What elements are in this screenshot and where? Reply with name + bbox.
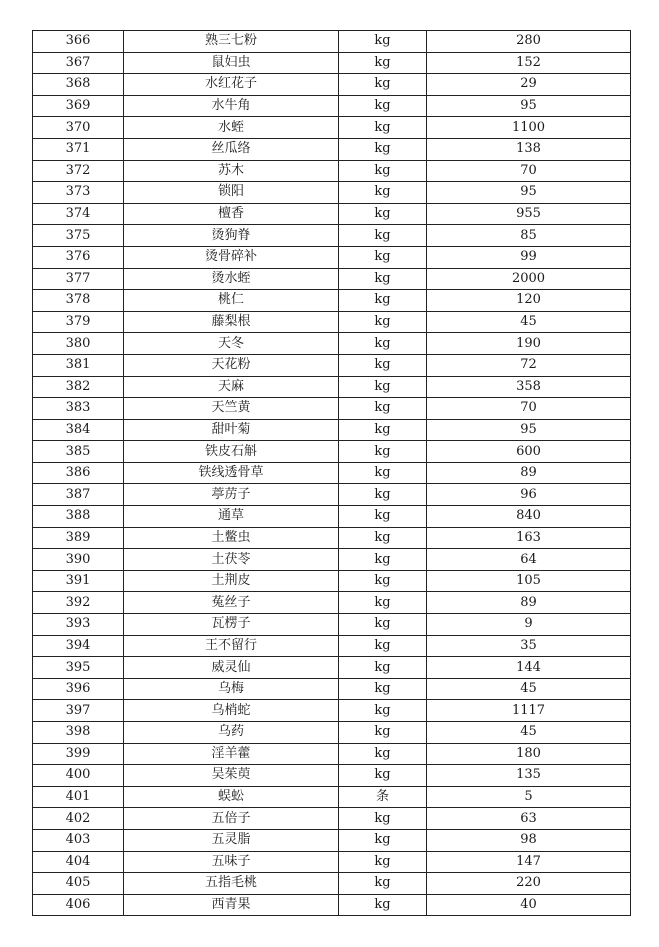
quantity-cell: 89 — [427, 592, 631, 614]
unit-cell: kg — [339, 95, 427, 117]
row-number-cell: 387 — [33, 484, 124, 506]
item-name-cell: 乌梢蛇 — [124, 700, 339, 722]
quantity-cell: 1100 — [427, 117, 631, 139]
quantity-cell: 5 — [427, 786, 631, 808]
unit-cell: kg — [339, 203, 427, 225]
quantity-cell: 98 — [427, 829, 631, 851]
item-name-cell: 甜叶菊 — [124, 419, 339, 441]
table-row — [33, 311, 631, 333]
item-name-cell: 天竺黄 — [124, 398, 339, 420]
table-row — [33, 700, 631, 722]
row-number-cell: 371 — [33, 138, 124, 160]
unit-cell: kg — [339, 74, 427, 96]
item-name-cell: 水蛭 — [124, 117, 339, 139]
table-row — [33, 138, 631, 160]
table-row — [33, 333, 631, 355]
row-number-cell: 380 — [33, 333, 124, 355]
row-number-cell: 402 — [33, 808, 124, 830]
quantity-cell: 135 — [427, 765, 631, 787]
unit-cell: kg — [339, 657, 427, 679]
quantity-cell: 2000 — [427, 268, 631, 290]
unit-cell: kg — [339, 484, 427, 506]
item-name-cell: 王不留行 — [124, 635, 339, 657]
unit-cell: kg — [339, 290, 427, 312]
row-number-cell: 406 — [33, 894, 124, 916]
item-name-cell: 五灵脂 — [124, 829, 339, 851]
item-name-cell: 吴茱萸 — [124, 765, 339, 787]
table-row — [33, 722, 631, 744]
row-number-cell: 404 — [33, 851, 124, 873]
quantity-cell: 955 — [427, 203, 631, 225]
table-row — [33, 829, 631, 851]
unit-cell: kg — [339, 117, 427, 139]
unit-cell: kg — [339, 829, 427, 851]
quantity-cell: 600 — [427, 441, 631, 463]
item-name-cell: 葶苈子 — [124, 484, 339, 506]
item-name-cell: 威灵仙 — [124, 657, 339, 679]
item-name-cell: 乌梅 — [124, 678, 339, 700]
quantity-cell: 190 — [427, 333, 631, 355]
item-name-cell: 铁线透骨草 — [124, 462, 339, 484]
table-row — [33, 31, 631, 53]
table-row — [33, 462, 631, 484]
quantity-cell: 72 — [427, 354, 631, 376]
row-number-cell: 389 — [33, 527, 124, 549]
unit-cell: kg — [339, 462, 427, 484]
table-row — [33, 678, 631, 700]
quantity-cell: 95 — [427, 95, 631, 117]
item-name-cell: 五指毛桃 — [124, 873, 339, 895]
unit-cell: kg — [339, 246, 427, 268]
item-name-cell: 熟三七粉 — [124, 31, 339, 53]
item-name-cell: 檀香 — [124, 203, 339, 225]
unit-cell: kg — [339, 678, 427, 700]
item-name-cell: 铁皮石斛 — [124, 441, 339, 463]
unit-cell: kg — [339, 527, 427, 549]
item-name-cell: 烫骨碎补 — [124, 246, 339, 268]
row-number-cell: 375 — [33, 225, 124, 247]
table-row — [33, 290, 631, 312]
row-number-cell: 401 — [33, 786, 124, 808]
quantity-cell: 89 — [427, 462, 631, 484]
unit-cell: kg — [339, 419, 427, 441]
table-row — [33, 354, 631, 376]
unit-cell: kg — [339, 354, 427, 376]
row-number-cell: 370 — [33, 117, 124, 139]
row-number-cell: 386 — [33, 462, 124, 484]
row-number-cell: 377 — [33, 268, 124, 290]
quantity-cell: 144 — [427, 657, 631, 679]
quantity-cell: 95 — [427, 419, 631, 441]
unit-cell: kg — [339, 52, 427, 74]
herb-quantity-table — [32, 30, 631, 916]
document-page — [32, 30, 631, 916]
table-row — [33, 851, 631, 873]
item-name-cell: 蜈蚣 — [124, 786, 339, 808]
row-number-cell: 373 — [33, 182, 124, 204]
quantity-cell: 45 — [427, 311, 631, 333]
item-name-cell: 鼠妇虫 — [124, 52, 339, 74]
item-name-cell: 水红花子 — [124, 74, 339, 96]
quantity-cell: 35 — [427, 635, 631, 657]
item-name-cell: 淫羊藿 — [124, 743, 339, 765]
table-row — [33, 160, 631, 182]
table-row — [33, 614, 631, 636]
table-row — [33, 74, 631, 96]
item-name-cell: 乌药 — [124, 722, 339, 744]
item-name-cell: 天花粉 — [124, 354, 339, 376]
row-number-cell: 369 — [33, 95, 124, 117]
quantity-cell: 120 — [427, 290, 631, 312]
table-row — [33, 95, 631, 117]
unit-cell: kg — [339, 700, 427, 722]
row-number-cell: 366 — [33, 31, 124, 53]
item-name-cell: 烫狗脊 — [124, 225, 339, 247]
item-name-cell: 丝瓜络 — [124, 138, 339, 160]
item-name-cell: 苏木 — [124, 160, 339, 182]
unit-cell: kg — [339, 614, 427, 636]
table-row — [33, 225, 631, 247]
row-number-cell: 405 — [33, 873, 124, 895]
table-row — [33, 203, 631, 225]
table-row — [33, 592, 631, 614]
quantity-cell: 1117 — [427, 700, 631, 722]
table-body — [33, 31, 631, 916]
row-number-cell: 381 — [33, 354, 124, 376]
table-row — [33, 743, 631, 765]
item-name-cell: 水牛角 — [124, 95, 339, 117]
table-row — [33, 873, 631, 895]
table-row — [33, 635, 631, 657]
table-row — [33, 570, 631, 592]
row-number-cell: 403 — [33, 829, 124, 851]
quantity-cell: 840 — [427, 506, 631, 528]
table-row — [33, 484, 631, 506]
item-name-cell: 天冬 — [124, 333, 339, 355]
quantity-cell: 63 — [427, 808, 631, 830]
unit-cell: kg — [339, 398, 427, 420]
quantity-cell: 70 — [427, 398, 631, 420]
item-name-cell: 五味子 — [124, 851, 339, 873]
item-name-cell: 五倍子 — [124, 808, 339, 830]
quantity-cell: 40 — [427, 894, 631, 916]
quantity-cell: 64 — [427, 549, 631, 571]
unit-cell: kg — [339, 743, 427, 765]
row-number-cell: 399 — [33, 743, 124, 765]
unit-cell: kg — [339, 635, 427, 657]
row-number-cell: 388 — [33, 506, 124, 528]
table-row — [33, 52, 631, 74]
item-name-cell: 菟丝子 — [124, 592, 339, 614]
table-row — [33, 441, 631, 463]
quantity-cell: 96 — [427, 484, 631, 506]
unit-cell: kg — [339, 376, 427, 398]
item-name-cell: 天麻 — [124, 376, 339, 398]
unit-cell: kg — [339, 570, 427, 592]
quantity-cell: 358 — [427, 376, 631, 398]
unit-cell: kg — [339, 808, 427, 830]
unit-cell: kg — [339, 765, 427, 787]
quantity-cell: 99 — [427, 246, 631, 268]
row-number-cell: 393 — [33, 614, 124, 636]
row-number-cell: 394 — [33, 635, 124, 657]
table-row — [33, 117, 631, 139]
unit-cell: kg — [339, 138, 427, 160]
row-number-cell: 383 — [33, 398, 124, 420]
row-number-cell: 396 — [33, 678, 124, 700]
item-name-cell: 土荆皮 — [124, 570, 339, 592]
row-number-cell: 395 — [33, 657, 124, 679]
item-name-cell: 土茯苓 — [124, 549, 339, 571]
table-row — [33, 808, 631, 830]
quantity-cell: 105 — [427, 570, 631, 592]
item-name-cell: 西青果 — [124, 894, 339, 916]
table-row — [33, 765, 631, 787]
quantity-cell: 180 — [427, 743, 631, 765]
row-number-cell: 378 — [33, 290, 124, 312]
table-row — [33, 419, 631, 441]
quantity-cell: 85 — [427, 225, 631, 247]
quantity-cell: 163 — [427, 527, 631, 549]
unit-cell: kg — [339, 894, 427, 916]
unit-cell: kg — [339, 225, 427, 247]
item-name-cell: 桃仁 — [124, 290, 339, 312]
row-number-cell: 397 — [33, 700, 124, 722]
unit-cell: kg — [339, 160, 427, 182]
row-number-cell: 385 — [33, 441, 124, 463]
item-name-cell: 瓦楞子 — [124, 614, 339, 636]
quantity-cell: 9 — [427, 614, 631, 636]
unit-cell: kg — [339, 268, 427, 290]
quantity-cell: 138 — [427, 138, 631, 160]
unit-cell: kg — [339, 506, 427, 528]
unit-cell: kg — [339, 592, 427, 614]
table-row — [33, 894, 631, 916]
row-number-cell: 398 — [33, 722, 124, 744]
table-row — [33, 182, 631, 204]
quantity-cell: 280 — [427, 31, 631, 53]
quantity-cell: 152 — [427, 52, 631, 74]
unit-cell: kg — [339, 722, 427, 744]
row-number-cell: 376 — [33, 246, 124, 268]
unit-cell: kg — [339, 182, 427, 204]
quantity-cell: 95 — [427, 182, 631, 204]
row-number-cell: 379 — [33, 311, 124, 333]
quantity-cell: 220 — [427, 873, 631, 895]
quantity-cell: 70 — [427, 160, 631, 182]
row-number-cell: 382 — [33, 376, 124, 398]
quantity-cell: 45 — [427, 678, 631, 700]
unit-cell: kg — [339, 333, 427, 355]
unit-cell: kg — [339, 873, 427, 895]
row-number-cell: 374 — [33, 203, 124, 225]
item-name-cell: 土鳖虫 — [124, 527, 339, 549]
row-number-cell: 390 — [33, 549, 124, 571]
unit-cell: kg — [339, 549, 427, 571]
table-row — [33, 246, 631, 268]
quantity-cell: 45 — [427, 722, 631, 744]
row-number-cell: 392 — [33, 592, 124, 614]
item-name-cell: 烫水蛭 — [124, 268, 339, 290]
row-number-cell: 368 — [33, 74, 124, 96]
row-number-cell: 391 — [33, 570, 124, 592]
row-number-cell: 372 — [33, 160, 124, 182]
row-number-cell: 384 — [33, 419, 124, 441]
quantity-cell: 147 — [427, 851, 631, 873]
table-row — [33, 527, 631, 549]
unit-cell: 条 — [339, 786, 427, 808]
unit-cell: kg — [339, 851, 427, 873]
table-row — [33, 506, 631, 528]
table-row — [33, 398, 631, 420]
table-row — [33, 657, 631, 679]
quantity-cell: 29 — [427, 74, 631, 96]
unit-cell: kg — [339, 31, 427, 53]
item-name-cell: 藤梨根 — [124, 311, 339, 333]
row-number-cell: 367 — [33, 52, 124, 74]
unit-cell: kg — [339, 311, 427, 333]
item-name-cell: 锁阳 — [124, 182, 339, 204]
table-row — [33, 786, 631, 808]
row-number-cell: 400 — [33, 765, 124, 787]
table-row — [33, 549, 631, 571]
unit-cell: kg — [339, 441, 427, 463]
table-row — [33, 268, 631, 290]
table-row — [33, 376, 631, 398]
item-name-cell: 通草 — [124, 506, 339, 528]
